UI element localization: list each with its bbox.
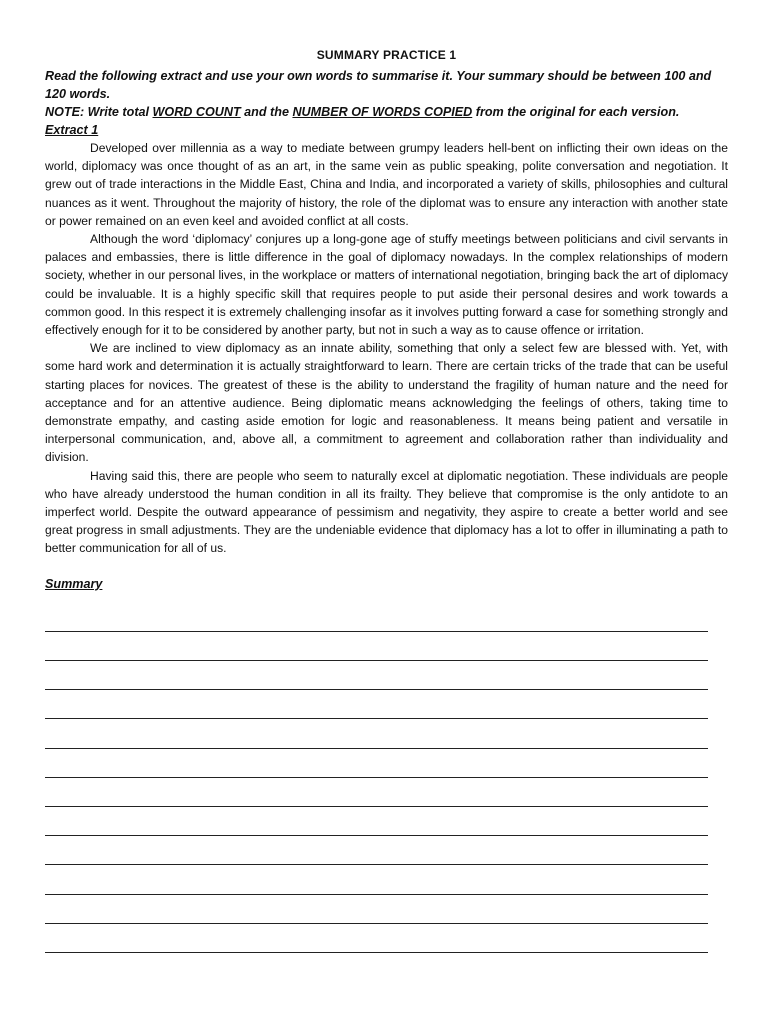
note-prefix: NOTE: Write total <box>45 105 153 119</box>
writing-line[interactable] <box>45 836 708 865</box>
writing-line[interactable] <box>45 778 708 807</box>
instruction-text: Read the following extract and use your own words to summarise it. Your summary should be between 100 and 120 words. <box>45 69 712 101</box>
writing-line[interactable] <box>45 690 708 719</box>
writing-line[interactable] <box>45 661 708 690</box>
summary-writing-area[interactable] <box>45 603 728 953</box>
writing-line[interactable] <box>45 749 708 778</box>
writing-line[interactable] <box>45 895 708 924</box>
note-word-count: WORD COUNT <box>152 105 241 119</box>
note-middle: and the <box>240 105 293 119</box>
note-text <box>45 103 728 121</box>
extract-paragraph-4: Having said this, there are people who seem to naturally excel at diplomatic negotiation. These individuals are people who have already understood the human condition in all its frailty. They believe that compromise is the only antidote to an imperfect world. Despite the outward appearance of pessimism and negativity, they aspire to create a better world and see great progress in small adjustments. They are the undeniable evidence that diplomacy has a lot to offer in illuminating a path to better communication for all of us. <box>45 468 728 556</box>
note-words-copied: NUMBER OF WORDS COPIED <box>292 105 473 119</box>
extract-paragraph-2: Although the word ‘diplomacy’ conjures up a long-gone age of stuffy meetings between politicians and civil servants in palaces and embassies, there is little difference in the goal of diplomacy nowadays. In the complex relationships of modern society, whether in our personal lives, in the workplace or matters of international negotiation, bringing back the art of diplomacy could be invaluable. It is a highly specific skill that requires people to put aside their personal desires and work towards a common good. In this respect it is extremely challenging insofar as it involves putting forward a case for something strongly and effectively enough for it to be considered by another party, but not in such a way as to cause offence or irritation. <box>45 232 728 338</box>
writing-line[interactable] <box>45 632 708 661</box>
extract-paragraph-3: We are inclined to view diplomacy as an innate ability, something that only a select few are blessed with. Yet, with some hard work and determination it is actually straightforward to learn. There are certain tricks of the trade that can be useful starting places for novices. The greatest of these is the ability to understand the fragility of human nature and the need for acceptance and for an attentive audience. Being diplomatic means acknowledging the feelings of others, taking time to demonstrate empathy, and casting aside emotion for logic and reasonableness. It means being patient and versatile in interpersonal communication, and, above all, a commitment to agreement and collaboration rather than individuality and division. <box>45 341 728 465</box>
summary-heading: Summary <box>45 576 103 591</box>
worksheet-page <box>45 48 728 953</box>
writing-line[interactable] <box>45 865 708 894</box>
extract-heading: Extract 1 <box>45 123 99 137</box>
writing-line[interactable] <box>45 719 708 748</box>
writing-line[interactable] <box>45 807 708 836</box>
writing-line[interactable] <box>45 603 708 632</box>
extract-paragraph-1: Developed over millennia as a way to mediate between grumpy leaders hell-bent on inflicting their own ideas on the world, diplomacy was once thought of as an art, in the same vein as public speaking, polite conversation and negotiation. It grew out of trade interactions in the Middle East, China and India, and incorporated a variety of skills, philosophies and cultural nuances as it went. Throughout the majority of history, the role of the diplomat was to ensure any interaction with another state or power remained on an even keel and avoided conflict at all costs. <box>45 141 728 228</box>
note-suffix: from the original for each version. <box>472 105 680 119</box>
page-title: SUMMARY PRACTICE 1 <box>316 48 457 62</box>
extract-body <box>45 139 728 558</box>
writing-line[interactable] <box>45 924 708 953</box>
